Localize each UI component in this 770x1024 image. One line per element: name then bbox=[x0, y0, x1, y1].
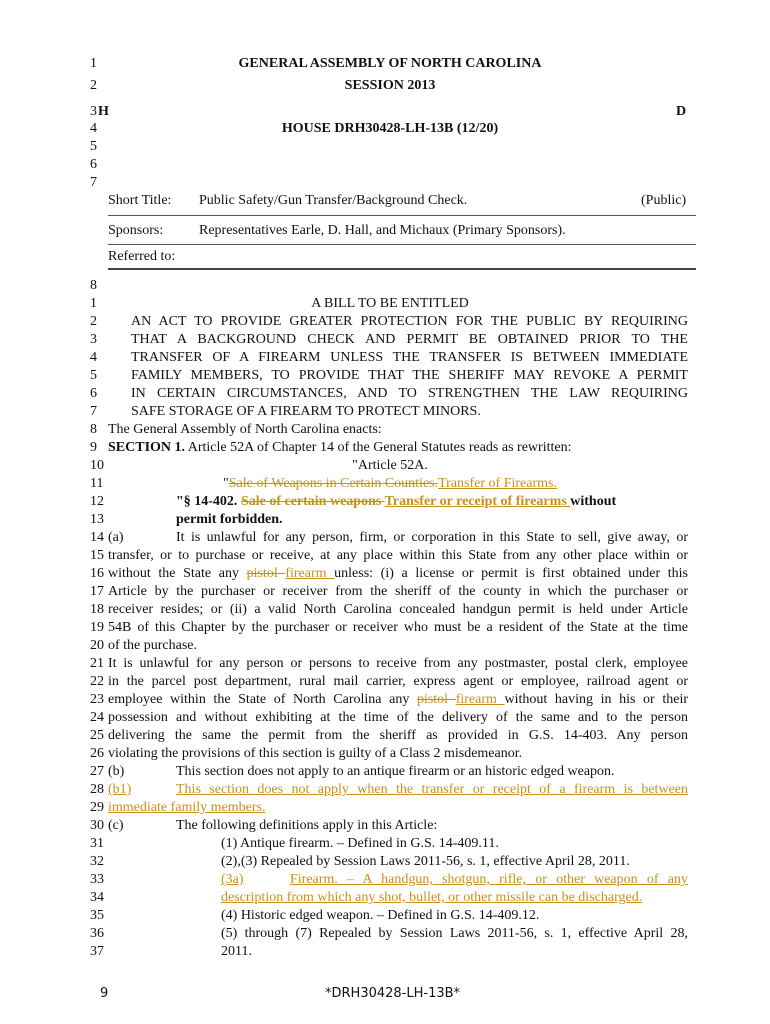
deleted-text: Sale of Weapons in Certain Counties. bbox=[228, 476, 439, 491]
line-number: 29 bbox=[90, 800, 104, 815]
short-title-type: (Public) bbox=[641, 193, 687, 208]
body-line: of the purchase. bbox=[108, 638, 198, 653]
bill-entitled: A BILL TO BE ENTITLED bbox=[311, 296, 469, 311]
line-number: 1 bbox=[90, 56, 97, 71]
deleted-text: Sale of certain weapons bbox=[240, 494, 385, 509]
divider bbox=[108, 268, 696, 270]
text-run: employee within the State of North Carolina any bbox=[108, 692, 417, 707]
line-number: 6 bbox=[90, 386, 97, 401]
line-number: 33 bbox=[90, 872, 104, 887]
line-number: 5 bbox=[90, 368, 97, 383]
short-title-value: Public Safety/Gun Transfer/Background Check. bbox=[199, 193, 468, 208]
divider bbox=[108, 244, 696, 245]
line-number: 7 bbox=[90, 404, 97, 419]
subsection-label-added: (b1) bbox=[108, 782, 132, 797]
line-number: 23 bbox=[90, 692, 104, 707]
heading-continuation: permit forbidden. bbox=[176, 512, 283, 527]
body-line: It is unlawful for any person, firm, or corporation in this State to sell, give away, or bbox=[176, 530, 688, 545]
line-number: 22 bbox=[90, 674, 104, 689]
body-line: The following definitions apply in this Article: bbox=[176, 818, 438, 833]
definition: (2),(3) Repealed by Session Laws 2011-56, s. 1, effective April 28, 2011. bbox=[221, 854, 630, 869]
added-text: description from which any shot, bullet, or other missile can be discharged. bbox=[221, 890, 643, 905]
line-number: 1 bbox=[90, 296, 97, 311]
body-line: This section does not apply to an antique firearm or an historic edged weapon. bbox=[176, 764, 615, 779]
act-line: TRANSFER OF A FIREARM UNLESS THE TRANSFER IS BETWEEN IMMEDIATE bbox=[131, 350, 688, 365]
draft-letter: D bbox=[676, 104, 687, 119]
body-line: receiver resides; or (ii) a valid North Carolina concealed handgun permit is held under Article bbox=[108, 602, 688, 617]
short-title-label: Short Title: bbox=[108, 193, 172, 208]
line-number: 19 bbox=[90, 620, 104, 635]
line-number: 3 bbox=[90, 104, 97, 119]
line-number: 5 bbox=[90, 139, 97, 154]
section-text: Article 52A of Chapter 14 of the General Statutes reads as rewritten: bbox=[185, 440, 572, 455]
act-line: FAMILY MEMBERS, TO PROVIDE THAT THE SHERIFF MAY REVOKE A PERMIT bbox=[131, 368, 688, 383]
act-line: THAT A BACKGROUND CHECK AND PERMIT BE OBTAINED PRIOR TO THE bbox=[131, 332, 688, 347]
subsection-label: (a) bbox=[108, 530, 124, 545]
line-number: 17 bbox=[90, 584, 104, 599]
body-line: 54B of this Chapter by the purchaser or receiver who must be a resident of the State at the time bbox=[108, 620, 688, 635]
line-number: 11 bbox=[90, 476, 104, 491]
added-text: Transfer or receipt of firearms bbox=[384, 494, 571, 509]
body-line: It is unlawful for any person or persons to receive from any postmaster, postal clerk, employee bbox=[108, 656, 688, 671]
line-number: 36 bbox=[90, 926, 104, 941]
body-line: possession and without exhibiting at the time of the delivery of the same and to the person bbox=[108, 710, 688, 725]
act-line: AN ACT TO PROVIDE GREATER PROTECTION FOR THE PUBLIC BY REQUIRING bbox=[131, 314, 688, 329]
added-text: Firearm. – A handgun, shotgun, rifle, or other weapon of any bbox=[290, 872, 688, 887]
body-line: in the parcel post department, rural mail carrier, express agent or employee, railroad agent or bbox=[108, 674, 688, 689]
line-number: 34 bbox=[90, 890, 104, 905]
line-number: 21 bbox=[90, 656, 104, 671]
body-line bbox=[108, 566, 688, 582]
line-number: 8 bbox=[90, 422, 97, 437]
article-title bbox=[90, 476, 690, 492]
document-id: *DRH30428-LH-13B* bbox=[325, 986, 461, 1001]
line-number: 14 bbox=[90, 530, 104, 545]
line-number: 12 bbox=[90, 494, 104, 509]
heading-text: without bbox=[570, 494, 617, 509]
line-number: 6 bbox=[90, 157, 97, 172]
text-run: unless: (i) a license or permit is first obtained under this bbox=[334, 566, 689, 581]
line-number: 18 bbox=[90, 602, 104, 617]
assembly-heading: GENERAL ASSEMBLY OF NORTH CAROLINA bbox=[238, 56, 542, 71]
divider bbox=[108, 215, 696, 216]
subsection-label: (b) bbox=[108, 764, 125, 779]
line-number: 20 bbox=[90, 638, 104, 653]
line-number: 4 bbox=[90, 121, 97, 136]
body-line: transfer, or to purchase or receive, at any place within this State from any other place within or bbox=[108, 548, 688, 563]
definition: 2011. bbox=[221, 944, 252, 959]
line-number: 37 bbox=[90, 944, 104, 959]
line-number: 13 bbox=[90, 512, 104, 527]
act-line: SAFE STORAGE OF A FIREARM TO PROTECT MINORS. bbox=[131, 404, 481, 419]
line-number: 31 bbox=[90, 836, 104, 851]
definition: (5) through (7) Repealed by Session Laws 2011-56, s. 1, effective April 28, bbox=[221, 926, 688, 941]
line-number: 9 bbox=[90, 440, 97, 455]
body-line: violating the provisions of this section is guilty of a Class 2 misdemeanor. bbox=[108, 746, 523, 761]
line-number: 24 bbox=[90, 710, 104, 725]
definition-label-added: (3a) bbox=[221, 872, 244, 887]
section-14-402-heading bbox=[176, 494, 616, 510]
body-line: Article by the purchaser or receiver from the sheriff of the county in which the purchaser or bbox=[108, 584, 688, 599]
definition: (1) Antique firearm. – Defined in G.S. 14-409.11. bbox=[221, 836, 499, 851]
sponsors-label: Sponsors: bbox=[108, 223, 164, 238]
quote-mark: " bbox=[223, 476, 229, 491]
line-number: 2 bbox=[90, 314, 97, 329]
line-number: 25 bbox=[90, 728, 104, 743]
line-number: 7 bbox=[90, 175, 97, 190]
line-number: 27 bbox=[90, 764, 104, 779]
chamber-letter: H bbox=[98, 104, 109, 119]
section-1 bbox=[108, 440, 571, 456]
deleted-text: pistol bbox=[416, 692, 456, 707]
session-heading: SESSION 2013 bbox=[344, 78, 436, 93]
body-line bbox=[108, 692, 688, 708]
line-number: 26 bbox=[90, 746, 104, 761]
line-number: 8 bbox=[90, 278, 97, 293]
body-line: delivering the same the permit from the sheriff as provided in G.S. 14-403. Any person bbox=[108, 728, 688, 743]
line-number: 16 bbox=[90, 566, 104, 581]
line-number: 2 bbox=[90, 78, 97, 93]
bill-id: HOUSE DRH30428-LH-13B (12/20) bbox=[281, 121, 499, 136]
line-number: 4 bbox=[90, 350, 97, 365]
section-label: SECTION 1. bbox=[108, 440, 186, 455]
definition: (4) Historic edged weapon. – Defined in G.S. 14-409.12. bbox=[221, 908, 540, 923]
line-number: 32 bbox=[90, 854, 104, 869]
text-run: without the State any bbox=[108, 566, 247, 581]
line-number: 35 bbox=[90, 908, 104, 923]
act-line: IN CERTAIN CIRCUMSTANCES, AND TO STRENGTHEN THE LAW REQUIRING bbox=[131, 386, 688, 401]
page-number: 9 bbox=[100, 986, 109, 1001]
section-number: "§ 14-402. bbox=[176, 494, 241, 509]
line-number: 15 bbox=[90, 548, 104, 563]
line-number: 3 bbox=[90, 332, 97, 347]
added-text: firearm bbox=[455, 692, 505, 707]
line-number: 10 bbox=[90, 458, 104, 473]
text-run: without having in his or their bbox=[504, 692, 688, 707]
added-text: immediate family members. bbox=[108, 800, 266, 815]
article-heading: "Article 52A. bbox=[352, 458, 428, 473]
added-text: firearm bbox=[285, 566, 335, 581]
sponsors-value: Representatives Earle, D. Hall, and Michaux (Primary Sponsors). bbox=[199, 223, 566, 238]
added-text: Transfer of Firearms. bbox=[438, 476, 557, 491]
referred-label: Referred to: bbox=[108, 249, 176, 264]
deleted-text: pistol bbox=[246, 566, 286, 581]
subsection-label: (c) bbox=[108, 818, 124, 833]
line-number: 30 bbox=[90, 818, 104, 833]
added-text: This section does not apply when the transfer or receipt of a firearm is between bbox=[176, 782, 688, 797]
line-number: 28 bbox=[90, 782, 104, 797]
enacting-clause: The General Assembly of North Carolina enacts: bbox=[108, 422, 382, 437]
